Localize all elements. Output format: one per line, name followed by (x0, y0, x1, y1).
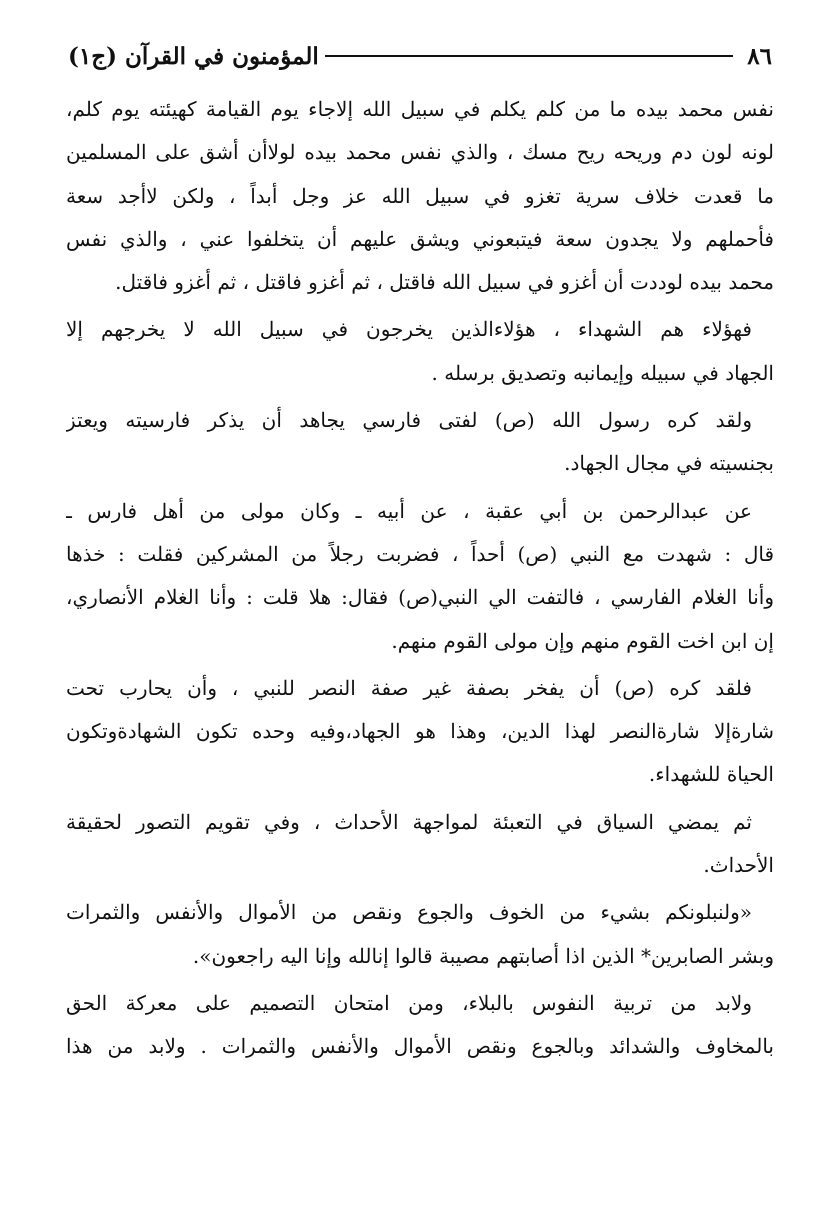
text-line: وأنا الغلام الفارسي ، فالتفت الي النبي(ص) فقال: هلا قلت : وأنا الغلام الأنصاري، (66, 585, 774, 610)
text-line: إن ابن اخت القوم منهم وإن مولى القوم منهم. (391, 628, 774, 653)
running-title: المؤمنون في القرآن (ج١) (68, 42, 319, 70)
page-number: ٨٦ (747, 42, 772, 70)
text-line: ما قعدت خلاف سرية تغزو في سبيل الله عز وجل أبداً ، ولكن لاأجد سعة (66, 183, 774, 208)
text-line: ولقد كره رسول الله (ص) لفتى فارسي يجاهد أن يذكر فارسيته ويعتز (66, 408, 752, 433)
text-line: فهؤلاء هم الشهداء ، هؤلاءالذين يخرجون في سبيل الله لا يخرجهم إلا (66, 317, 752, 342)
text-line: فأحملهم ولا يجدون سعة فيتبعوني ويشق عليهم أن يتخلفوا عني ، والذي نفس (66, 226, 774, 251)
text-line: الحياة للشهداء. (648, 762, 774, 787)
text-line: قال : شهدت مع النبي (ص) أحداً ، فضربت رجلاً من المشركين فقلت : خذها (66, 541, 774, 566)
text-line: الجهاد في سبيله وإيمانبه وتصديق برسله . (431, 360, 774, 385)
page-header (68, 34, 772, 78)
text-line: الأحداث. (703, 853, 774, 878)
text-line: وبشر الصابرين* الذين اذا أصابتهم مصيبة قالوا إنالله وإنا اليه راجعون». (192, 943, 774, 968)
text-line: محمد بيده لوددت أن أغزو في سبيل الله فاقتل ، ثم أغزو فاقتل ، ثم أغزو فاقتل. (115, 270, 774, 295)
text-line: شارةإلا شارةالنصر لهذا الدين، وهذا هو الجهاد،وفيه وحده تكون الشهادةوتكون (66, 719, 774, 744)
body-text (66, 88, 774, 1069)
text-line: عن عبدالرحمن بن أبي عقبة ، عن أبيه ـ وكان مولى من أهل فارس ـ (66, 498, 752, 523)
text-line: ولابد من تربية النفوس بالبلاء، ومن امتحان التصميم على معركة الحق (66, 990, 752, 1015)
text-line: بجنسيته في مجال الجهاد. (564, 451, 774, 476)
text-line: بالمخاوف والشدائد وبالجوع ونقص الأموال والأنفس والثمرات . ولابد من هذا (66, 1034, 774, 1059)
text-line: نفس محمد بيده ما من كلم يكلم في سبيل الله إلاجاء يوم القيامة كهيئته يوم كلم، (66, 97, 774, 121)
header-rule (325, 55, 734, 57)
text-line: فلقد كره (ص) أن يفخر بصفة غير صفة النصر للنبي ، وأن يحارب تحت (66, 675, 752, 700)
text-line: «ولنبلونكم بشيء من الخوف والجوع ونقص من الأموال والأنفس والثمرات (66, 900, 752, 925)
text-line: لونه لون دم وريحه ريح مسك ، والذي نفس محمد بيده لولاأن أشق على المسلمين (66, 140, 774, 165)
text-line: ثم يمضي السياق في التعبئة لمواجهة الأحداث ، وفي تقويم التصور لحقيقة (66, 809, 752, 834)
